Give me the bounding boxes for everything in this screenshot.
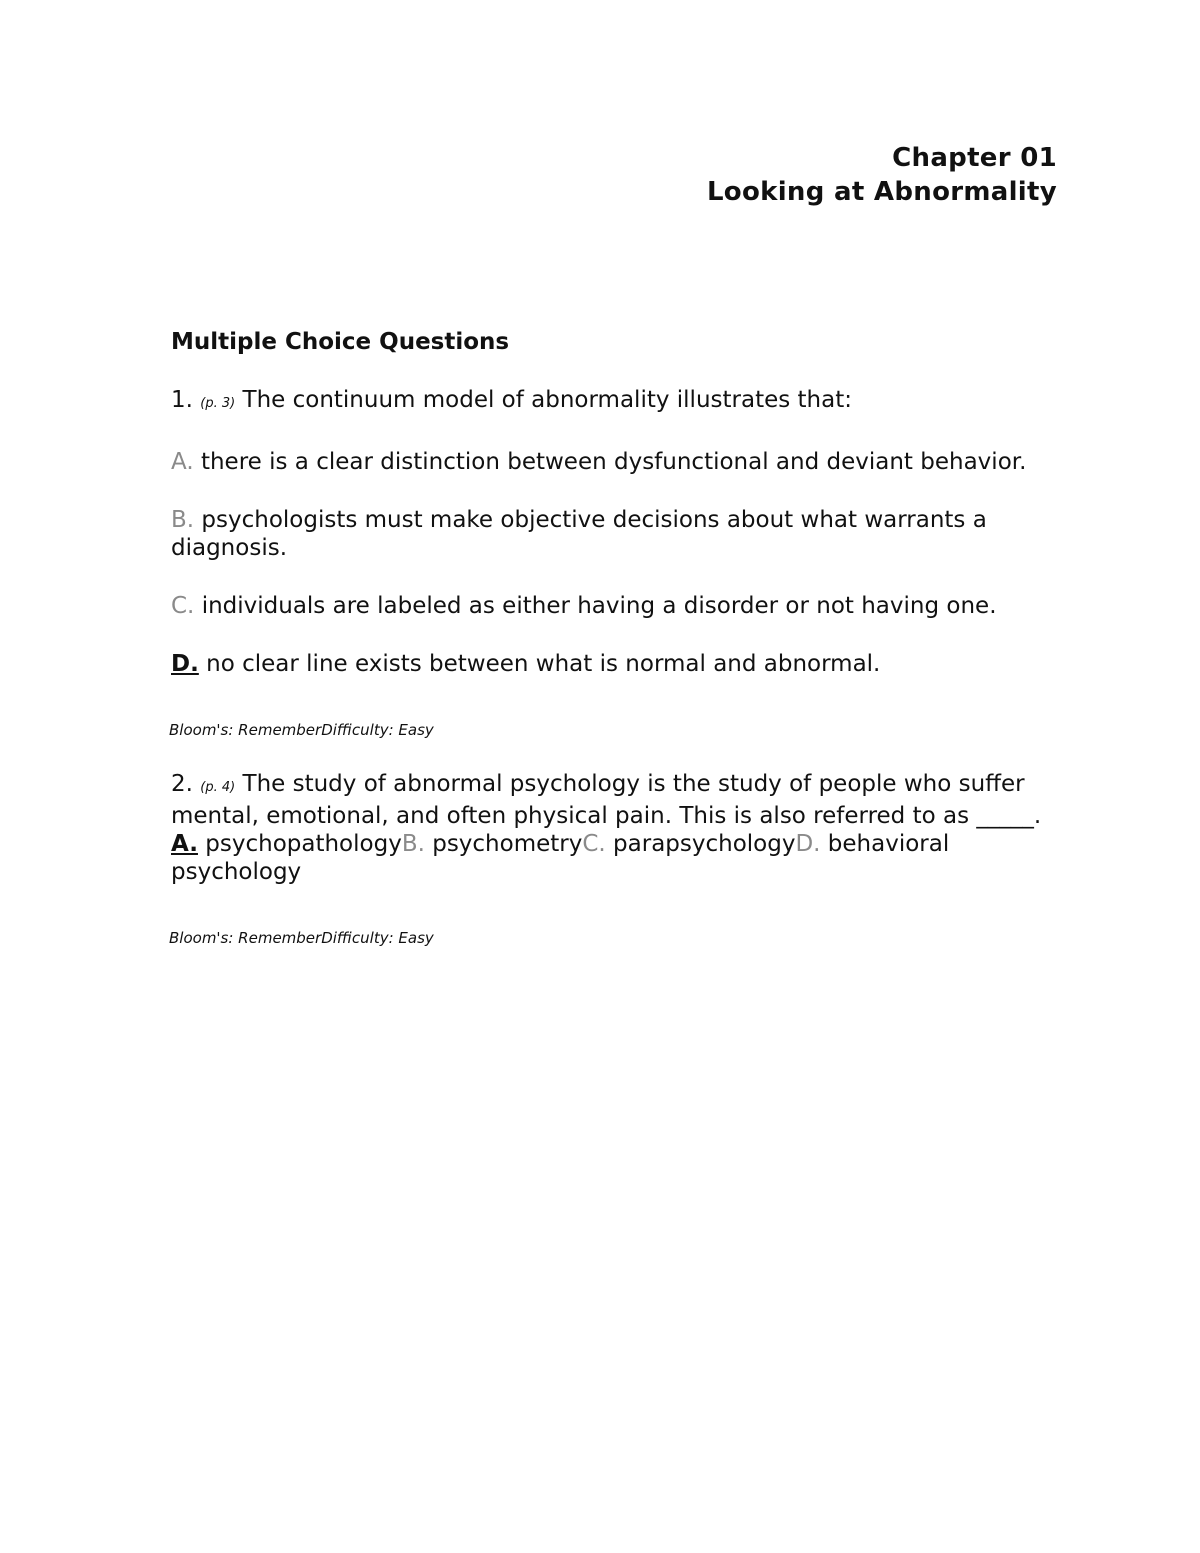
correct-option-letter: D. [171,651,199,677]
question-number: 2. [171,771,193,797]
question-2 [171,770,1061,948]
question-stem [171,770,1061,886]
option-letter: B. [401,831,425,857]
chapter-title: Looking at Abnormality [706,177,1057,207]
option-letter: A. [171,449,194,475]
answer-option-b [171,506,1061,562]
option-letter: B. [171,507,195,533]
option-text: individuals are labeled as either having a disorder or not having one. [201,593,997,619]
section-heading: Multiple Choice Questions [171,329,510,355]
question-metadata: Bloom's: RememberDifficulty: Easy [169,721,434,739]
question-content [171,328,1061,978]
question-number: 1. [171,387,193,413]
option-text: parapsychology [613,831,796,857]
page-reference: (p. 4) [200,780,236,795]
option-text: there is a clear distinction between dysfunctional and deviant behavior. [200,449,1027,475]
option-text: psychologists must make objective decisions about what warrants a diagnosis. [171,507,987,561]
chapter-header [707,141,1057,209]
answer-option-a [171,448,1061,476]
correct-option-letter: A. [171,831,198,857]
option-text: behavioral psychology [171,831,950,885]
option-text: no clear line exists between what is normal and abnormal. [206,651,881,677]
question-1 [171,386,1061,740]
question-stem [171,386,1061,418]
option-text: psychopathology [205,831,402,857]
chapter-number: Chapter 01 [892,143,1057,173]
question-metadata: Bloom's: RememberDifficulty: Easy [169,929,434,947]
answer-option-d [171,650,1061,678]
question-text: The study of abnormal psychology is the study of people who suffer mental, emotional, and often physical pain. This is also referred to as _____. [171,771,1042,829]
option-text: psychometry [432,831,583,857]
page-reference: (p. 3) [200,396,236,411]
option-letter: C. [582,831,606,857]
question-text: The continuum model of abnormality illustrates that: [242,387,852,413]
answer-option-c [171,592,1061,620]
option-letter: C. [171,593,195,619]
option-letter: D. [795,831,821,857]
